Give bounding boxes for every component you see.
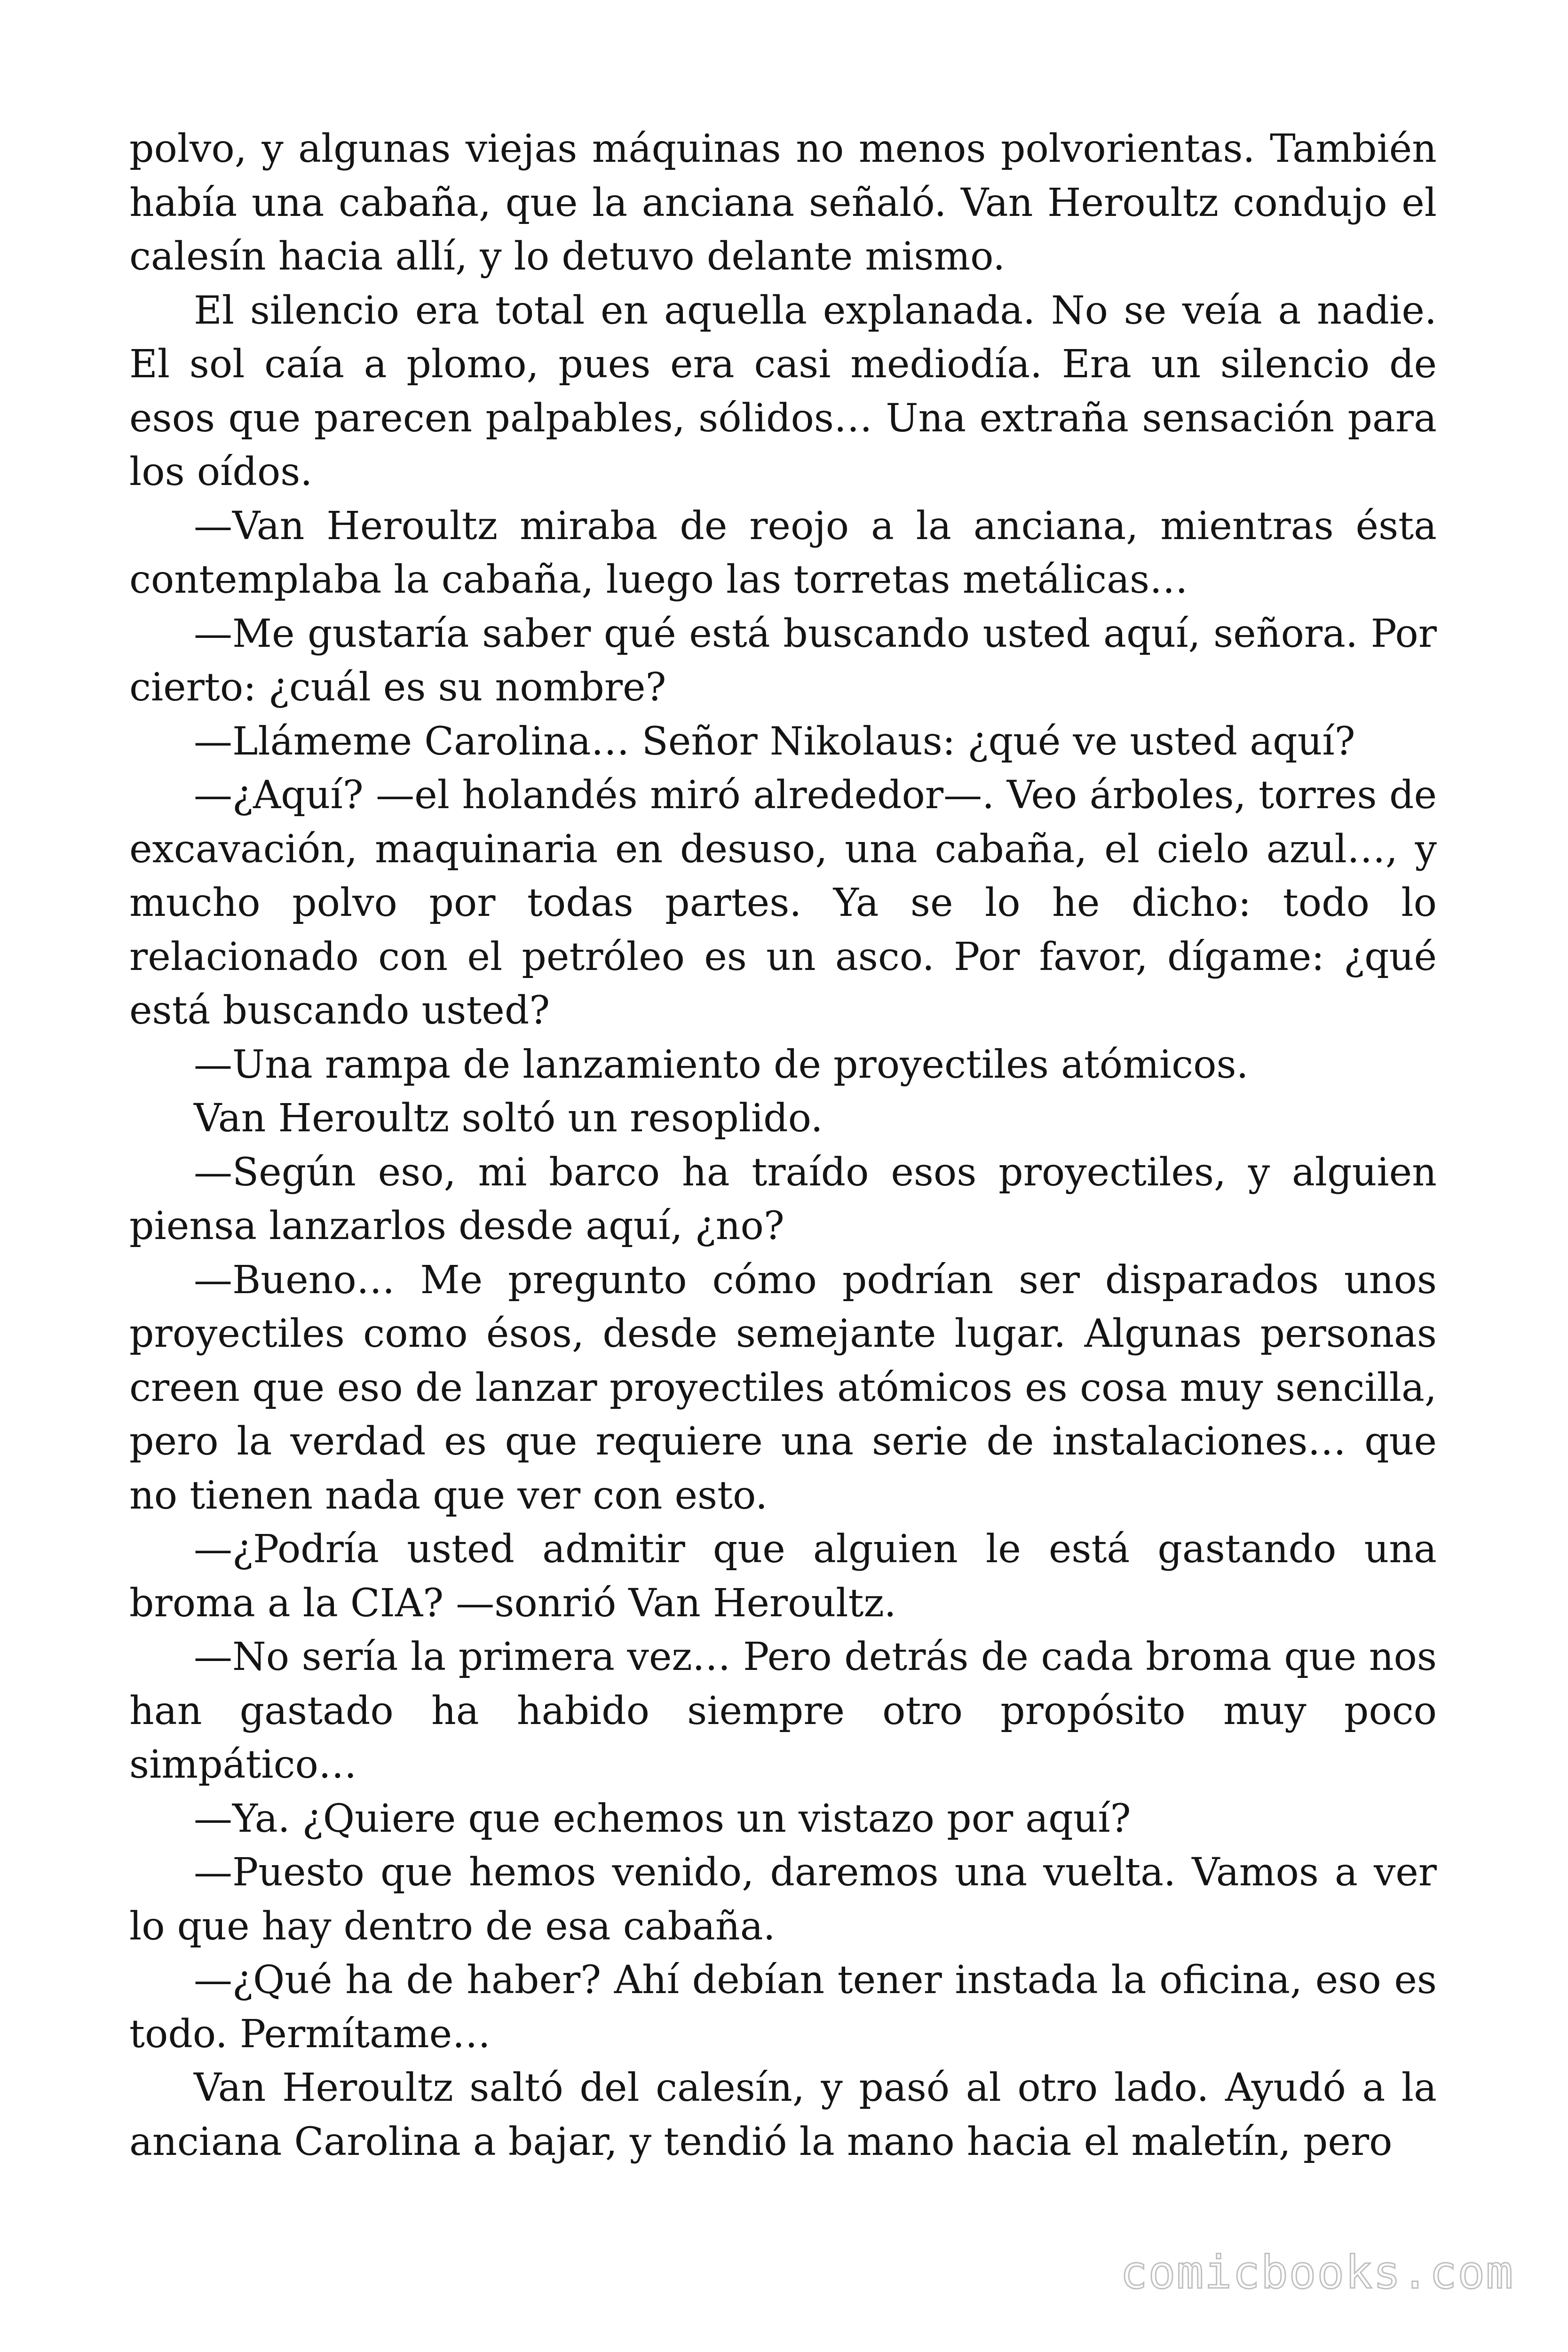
paragraph: —Una rampa de lanzamiento de proyectiles atómicos. (194, 1042, 1249, 1087)
paragraph: —¿Podría usted admitir que alguien le está gastando una broma a la CIA? —sonrió Van Heroultz. (129, 1527, 1437, 1626)
paragraph: —Ya. ¿Quiere que echemos un vistazo por aquí? (194, 1796, 1131, 1841)
watermark: comicbooks.com (1120, 2246, 1514, 2299)
paragraph: —¿Aquí? —el holandés miró alrededor—. Veo árboles, torres de excavación, maquinaria en desuso, una cabaña, el cielo azul…, y mucho polvo por todas partes. Ya se lo he dicho: todo lo relacionado con el petróleo es un asco. Por favor, dígame: ¿qué está buscando usted? (129, 773, 1437, 1033)
paragraph: —No sería la primera vez… Pero detrás de cada broma que nos han gastado ha habido siempre otro propósito muy poco simpático… (129, 1635, 1437, 1787)
paragraph: polvo, y algunas viejas máquinas no menos polvorientas. También había una cabaña, que la anciana señaló. Van Heroultz condujo el calesín hacia allí, y lo detuvo delante mismo. (129, 127, 1437, 279)
paragraph: Van Heroultz saltó del calesín, y pasó al otro lado. Ayudó a la anciana Carolina a bajar, y tendió la mano hacia el maletín, pero (129, 2066, 1437, 2164)
paragraph: El silencio era total en aquella explanada. No se veía a nadie. El sol caía a plomo, pues era casi mediodía. Era un silencio de esos que parecen palpables, sólidos… Una extraña sensación para los oídos. (129, 288, 1437, 494)
paragraph: —Me gustaría saber qué está buscando usted aquí, señora. Por cierto: ¿cuál es su nombre? (129, 611, 1437, 710)
paragraph: —¿Qué ha de haber? Ahí debían tener instada la oficina, eso es todo. Permítame… (129, 1958, 1437, 2057)
paragraph: —Llámeme Carolina… Señor Nikolaus: ¿qué ve usted aquí? (194, 719, 1355, 764)
page-text-body (129, 122, 1437, 2169)
paragraph: —Bueno… Me pregunto cómo podrían ser disparados unos proyectiles como ésos, desde semejante lugar. Algunas personas creen que eso de lanzar proyectiles atómicos es cosa muy sencilla, pero la verdad es que requiere una serie de instalaciones… que no tienen nada que ver con esto. (129, 1257, 1437, 1518)
paragraph: —Puesto que hemos venido, daremos una vuelta. Vamos a ver lo que hay dentro de esa cabaña. (129, 1850, 1437, 1949)
paragraph: —Según eso, mi barco ha traído esos proyectiles, y alguien piensa lanzarlos desde aquí, ¿no? (129, 1150, 1437, 1248)
paragraph: Van Heroultz soltó un resoplido. (194, 1096, 823, 1141)
paragraph: —Van Heroultz miraba de reojo a la anciana, mientras ésta contemplaba la cabaña, luego las torretas metálicas… (129, 503, 1437, 602)
